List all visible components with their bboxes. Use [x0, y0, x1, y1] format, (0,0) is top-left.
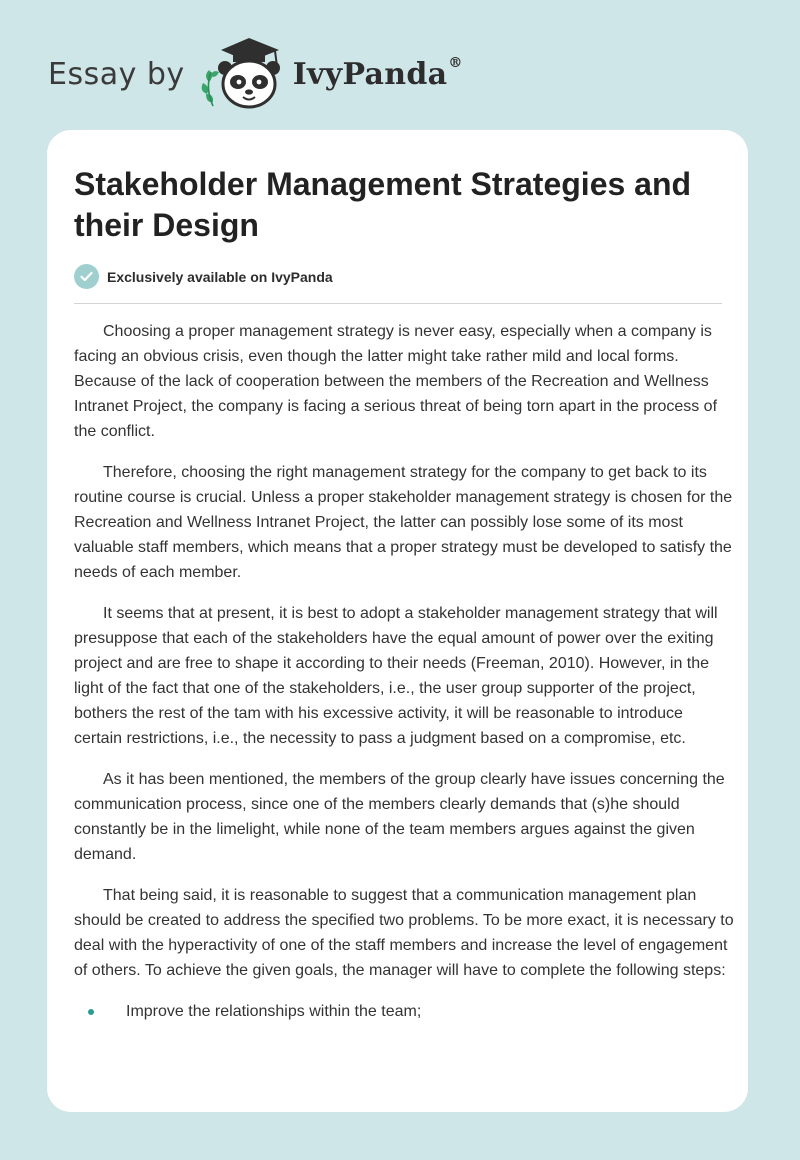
- paragraph: That being said, it is reasonable to suggest that a communication management plan should be created to address the specified two problems. To be more exact, it is necessary to deal with the hyperactivity of one of the staff members and increase the level of engagement of others. To achieve the given goals, the manager will have to complete the following steps:: [74, 887, 734, 979]
- essay-card: [47, 130, 748, 1112]
- divider: [74, 303, 722, 304]
- page-title: Stakeholder Management Strategies and their Design: [74, 166, 692, 243]
- panda-logo-icon[interactable]: [199, 36, 291, 112]
- paragraph: It seems that at present, it is best to adopt a stakeholder management strategy that will presuppose that each of the stakeholders have the equal amount of power over the exiting project and are free to shape it according to their needs (Freeman, 2010). However, in the light of the fact that one of the stakeholders, i.e., the user group supporter of the project, bothers the rest of the tam with his excessive activity, it will be reasonable to introduce certain restrictions, i.e., the necessity to pass a judgment based on a compromise, etc.: [74, 605, 718, 747]
- exclusive-label: Exclusively available on IvyPanda: [107, 268, 333, 285]
- essay-body: [74, 319, 734, 1024]
- bullet-icon: [88, 1009, 94, 1015]
- essay-by-label: Essay by: [48, 56, 185, 92]
- paragraph: Choosing a proper management strategy is never easy, especially when a company is facing an obvious crisis, even though the latter might take rather mild and local forms. Because of the lack of cooperation between the members of the Recreation and Wellness Intranet Project, the company is facing a serious threat of being torn apart in the process of the conflict.: [74, 323, 718, 440]
- site-header: [48, 34, 463, 114]
- steps-list: [74, 999, 734, 1024]
- exclusive-badge: [74, 264, 333, 289]
- paragraph: Therefore, choosing the right management strategy for the company to get back to its routine course is crucial. Unless a proper stakeholder management strategy is chosen for the Recreation and Wellness Intranet Project, the latter can possibly lose some of its most valuable staff members, which means that a proper strategy must be developed to satisfy the needs of each member.: [74, 464, 733, 581]
- list-item: [74, 999, 734, 1024]
- list-item-text: Improve the relationships within the team;: [126, 1003, 422, 1020]
- paragraph: As it has been mentioned, the members of the group clearly have issues concerning the communication process, since one of the members clearly demands that (s)he should constantly be in the limelight, while none of the team members argues against the given demand.: [74, 771, 725, 863]
- check-icon: [74, 264, 99, 289]
- brand-name[interactable]: IvyPanda®: [292, 54, 463, 92]
